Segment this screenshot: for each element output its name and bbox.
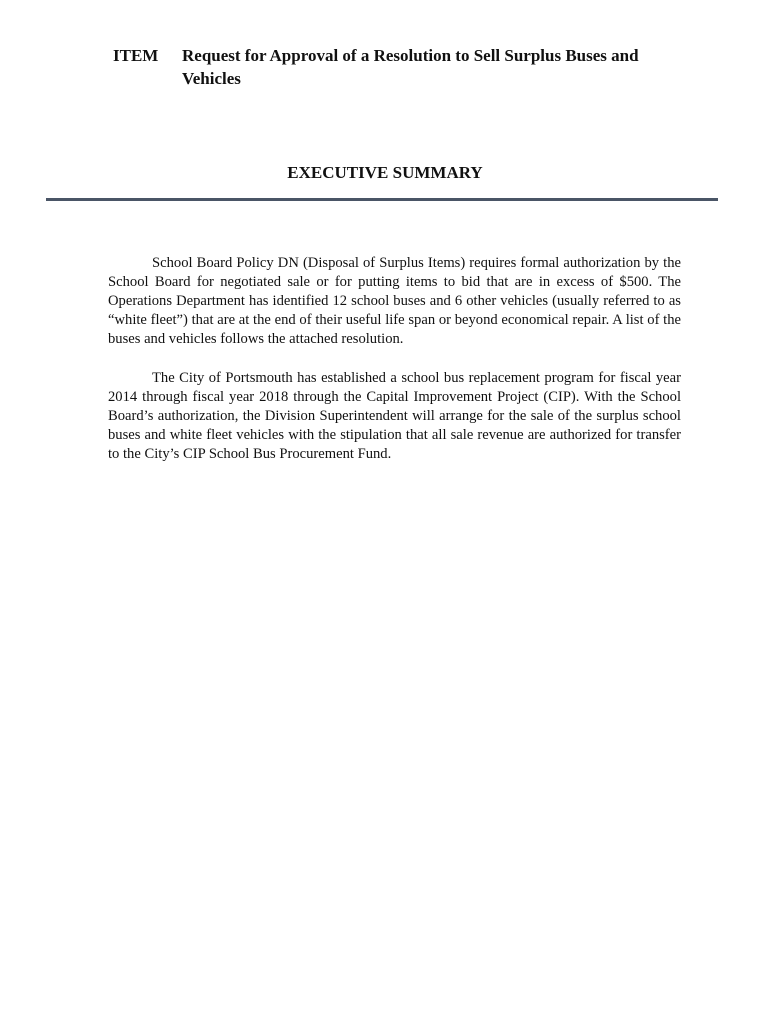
section-heading: EXECUTIVE SUMMARY: [287, 163, 483, 182]
heading-divider: [46, 198, 718, 201]
item-title: Request for Approval of a Resolution to Sell Surplus Buses and Vehicles: [182, 46, 639, 88]
summary-paragraph-2: The City of Portsmouth has established a school bus replacement program for fiscal year 2014 through fiscal year 2018 through the Capital Improvement Project (CIP). With the School Board’s authorization, the Division Superintendent will arrange for the sale of the surplus school buses and white fleet vehicles with the stipulation that all sale revenue are authorized for transfer to the City’s CIP School Bus Procurement Fund.: [108, 370, 681, 462]
item-label: ITEM: [113, 46, 159, 65]
summary-paragraph-1: School Board Policy DN (Disposal of Surplus Items) requires formal authorization by the School Board for negotiated sale or for putting items to bid that are in excess of $500. The Operations Department has identified 12 school buses and 6 other vehicles (usually referred to as “white fleet”) that are at the end of their useful life span or beyond economical repair. A list of the buses and vehicles follows the attached resolution.: [108, 255, 681, 347]
summary-body: [108, 254, 681, 484]
